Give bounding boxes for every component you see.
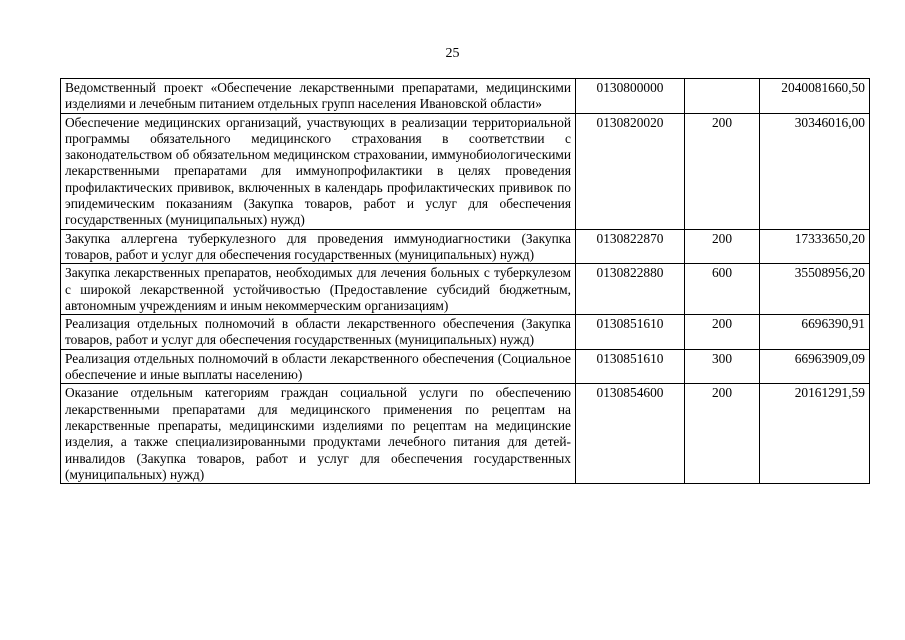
expense-type-cell: 200 (685, 113, 760, 229)
target-code-cell: 0130822870 (576, 229, 685, 264)
target-code-cell: 0130820020 (576, 113, 685, 229)
target-code-cell: 0130800000 (576, 79, 685, 114)
target-code-cell: 0130851610 (576, 315, 685, 350)
amount-cell: 35508956,20 (760, 264, 870, 315)
row-name-cell: Оказание отдельным категориям граждан социальной услуги по обеспечению лекарственными препаратами для медицинского применения по рецептам на лекарственные препараты, медицинскими изделиями по рецептам на медицинские изделия, а также специализированными продуктами лечебного питания для детей-инвалидов (Закупка товаров, работ и услуг для обеспечения государственных (муниципальных) нужд) (61, 384, 576, 484)
amount-cell: 30346016,00 (760, 113, 870, 229)
page-number: 25 (445, 46, 460, 61)
expense-type-cell: 200 (685, 229, 760, 264)
table-row (61, 79, 870, 114)
expense-type-cell: 200 (685, 315, 760, 350)
table-row (61, 229, 870, 264)
row-name-cell: Обеспечение медицинских организаций, участвующих в реализации территориальной программы обязательного медицинского страхования в соответствии с законодательством об обязательном медицинском страховании, иммунобиологическими лекарственными препаратами для иммунопрофилактики в целях проведения профилактических прививок, включенных в календарь профилактических прививок по эпидемическим показаниям (Закупка товаров, работ и услуг для обеспечения государственных (муниципальных) нужд) (61, 113, 576, 229)
budget-table (60, 78, 870, 484)
table-row (61, 315, 870, 350)
row-name-cell: Закупка аллергена туберкулезного для проведения иммунодиагностики (Закупка товаров, работ и услуг для обеспечения государственных (муниципальных) нужд) (61, 229, 576, 264)
amount-cell: 66963909,09 (760, 349, 870, 384)
row-name-cell: Реализация отдельных полномочий в области лекарственного обеспечения (Закупка товаров, работ и услуг для обеспечения государственных (муниципальных) нужд) (61, 315, 576, 350)
amount-cell: 17333650,20 (760, 229, 870, 264)
expense-type-cell: 600 (685, 264, 760, 315)
target-code-cell: 0130851610 (576, 349, 685, 384)
amount-cell: 2040081660,50 (760, 79, 870, 114)
row-name-cell: Реализация отдельных полномочий в области лекарственного обеспечения (Социальное обеспечение и иные выплаты населению) (61, 349, 576, 384)
table-row (61, 113, 870, 229)
expense-type-cell (685, 79, 760, 114)
table-row (61, 264, 870, 315)
amount-cell: 6696390,91 (760, 315, 870, 350)
expense-type-cell: 300 (685, 349, 760, 384)
table-row (61, 384, 870, 484)
table-row (61, 349, 870, 384)
target-code-cell: 0130854600 (576, 384, 685, 484)
row-name-cell: Закупка лекарственных препаратов, необходимых для лечения больных с туберкулезом с широкой лекарственной устойчивостью (Предоставление субсидий бюджетным, автономным учреждениям и иным некоммерческим организациям) (61, 264, 576, 315)
target-code-cell: 0130822880 (576, 264, 685, 315)
expense-type-cell: 200 (685, 384, 760, 484)
amount-cell: 20161291,59 (760, 384, 870, 484)
row-name-cell: Ведомственный проект «Обеспечение лекарственными препаратами, медицинскими изделиями и лечебным питанием отдельных групп населения Ивановской области» (61, 79, 576, 114)
